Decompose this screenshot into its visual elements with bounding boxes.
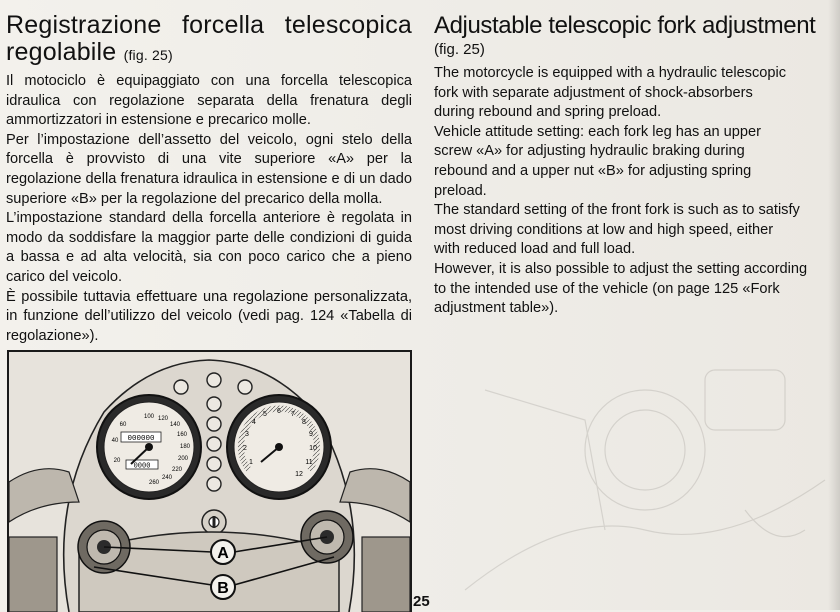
speed-tick: 120 — [157, 416, 169, 422]
trip-meter: 0000 — [133, 462, 151, 471]
bleed-through-drawing — [445, 330, 840, 610]
italian-paragraph: È possibile tuttavia effettuare una regolazione personalizzata, in funzione dell’utilizzo del veicolo (vedi pag. 124 «Tabella di regolazione»). — [6, 288, 412, 344]
english-line: during rebound and spring preload. — [434, 104, 662, 121]
english-fig-ref: (fig. 25) — [434, 41, 485, 58]
speed-tick: 180 — [179, 444, 191, 450]
italian-heading — [6, 12, 412, 69]
speed-tick: 240 — [161, 475, 173, 481]
speed-tick: 40 — [111, 438, 119, 444]
callout-a-label: A — [217, 545, 229, 562]
rpm-tick: 6 — [277, 408, 281, 415]
italian-paragraph: L’impostazione standard della forcella anteriore è regolata in modo da soddisfare la maggior parte delle condizioni di guida a bassa e ad alta velocità, sia con poco carico che a pieno carico del veicolo. — [6, 210, 412, 285]
callout-b — [211, 575, 235, 599]
rpm-tick: 1 — [249, 459, 253, 466]
english-line: Vehicle attitude setting: each fork leg has an upper — [434, 123, 761, 140]
rpm-tick: 3 — [245, 431, 249, 438]
rpm-tick: 10 — [309, 445, 317, 452]
speedometer — [97, 395, 201, 499]
speed-tick: 160 — [176, 432, 188, 438]
italian-paragraph: Per l’impostazione dell’assetto del veicolo, ogni stelo della forcella è provvisto di una vite superiore «A» per la regolazione della frenatura idraulica in estensione e di un dado superiore «B» per la regolazione del precarico della molla. — [6, 131, 412, 207]
rpm-tick: 11 — [305, 459, 313, 466]
english-line: The motorcycle is equipped with a hydraulic telescopic — [434, 65, 787, 81]
right-reservoir — [362, 537, 410, 612]
english-title: Adjustable telescopic fork adjustment — [434, 12, 816, 39]
page-number: 25 — [413, 593, 430, 610]
italian-fig-ref: (fig. 25) — [123, 47, 173, 63]
english-line: adjustment table»). — [434, 300, 559, 317]
rpm-tick: 7 — [291, 411, 295, 418]
english-line: However, it is also possible to adjust the setting according — [434, 260, 808, 277]
speed-tick: 140 — [169, 422, 181, 428]
italian-body — [6, 72, 412, 346]
english-line: fork with separate adjustment of shock-absorbers — [434, 84, 753, 101]
italian-column — [6, 12, 412, 346]
speed-tick: 20 — [113, 458, 121, 464]
rpm-tick: 8 — [302, 419, 306, 426]
page-edge-shadow — [828, 0, 840, 610]
speed-tick: 220 — [171, 467, 183, 473]
ignition-switch — [202, 510, 226, 534]
speed-tick: 100 — [143, 414, 155, 420]
fork-figure — [7, 350, 412, 612]
english-line: preload. — [434, 182, 487, 199]
rpm-tick: 12 — [295, 471, 303, 478]
callout-a — [211, 540, 235, 564]
left-reservoir — [9, 537, 57, 612]
english-line: rebound and a upper nut «B» for adjusting spring — [434, 162, 752, 179]
english-body — [434, 64, 836, 319]
speed-tick: 200 — [177, 456, 189, 462]
english-column — [434, 12, 836, 319]
tachometer — [227, 395, 331, 499]
english-line: screw «A» for adjusting hydraulic braking during — [434, 143, 745, 160]
rpm-tick: 9 — [309, 431, 313, 438]
odometer: 000000 — [127, 435, 155, 443]
handlebar-illustration — [9, 352, 410, 612]
english-line: most driving conditions at low and high speed, either — [434, 221, 774, 238]
callout-b-label: B — [217, 580, 229, 597]
rpm-tick: 5 — [263, 411, 267, 418]
english-line: to the intended use of the vehicle (on page 125 «Fork — [434, 280, 780, 297]
italian-paragraph: Il motociclo è equipaggiato con una forcella telescopica idraulica con regolazione separata della frenatura degli ammortizzatori in estensione e precarico molle. — [6, 73, 412, 129]
speed-tick: 60 — [119, 422, 127, 428]
rpm-tick: 4 — [252, 419, 256, 426]
english-line: with reduced load and full load. — [434, 241, 636, 258]
italian-title: Registrazione forcella telescopica regolabile — [6, 11, 412, 66]
rpm-tick: 2 — [243, 445, 247, 452]
english-line: The standard setting of the front fork is such as to satisfy — [434, 202, 800, 219]
speed-tick: 260 — [148, 480, 160, 486]
